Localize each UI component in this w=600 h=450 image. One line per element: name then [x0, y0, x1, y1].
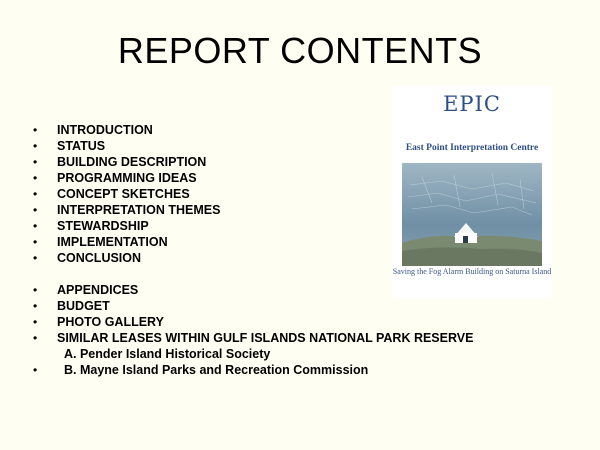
list-item-text: STATUS [57, 139, 106, 153]
bullet: • [33, 219, 38, 233]
bullet: • [33, 363, 38, 377]
report-cover-image [392, 86, 552, 299]
list-item-text: CONCEPT SKETCHES [57, 187, 190, 201]
cover-subtitle: East Point Interpretation Centre [405, 143, 539, 153]
list-item-text: A. Pender Island Historical Society [64, 347, 271, 361]
bullet: • [33, 123, 38, 137]
bullet: • [33, 155, 38, 169]
bullet: • [33, 315, 38, 329]
list-item-text: IMPLEMENTATION [57, 235, 168, 249]
list-item-text: STEWARDSHIP [57, 219, 149, 233]
bullet: • [33, 331, 38, 345]
list-item-text: INTERPRETATION THEMES [57, 203, 221, 217]
list-item-text: CONCLUSION [57, 251, 142, 265]
bullet: • [33, 283, 38, 297]
cover-caption: Saving the Fog Alarm Building on Saturna Island [392, 267, 552, 276]
list-item-text: B. Mayne Island Parks and Recreation Commission [64, 363, 369, 377]
bullet: • [33, 187, 38, 201]
cover-heading: EPIC [443, 92, 501, 116]
slide-title: REPORT CONTENTS [117, 30, 483, 71]
fog-alarm-building-illustration [402, 163, 542, 266]
list-item-text: PROGRAMMING IDEAS [57, 171, 197, 185]
list-item-text: BUDGET [57, 299, 110, 313]
list-item-text: PHOTO GALLERY [57, 315, 164, 329]
bullet: • [33, 139, 38, 153]
bullet: • [33, 235, 38, 249]
bullet: • [33, 251, 38, 265]
bullet: • [33, 203, 38, 217]
bullet: • [33, 299, 38, 313]
list-item-text: BUILDING DESCRIPTION [57, 155, 207, 169]
bullet: • [33, 171, 38, 185]
list-item-text: SIMILAR LEASES WITHIN GULF ISLANDS NATIONAL PARK RESERVE [57, 331, 474, 345]
list-item-text: APPENDICES [57, 283, 139, 297]
list-item-text: INTRODUCTION [57, 123, 153, 137]
